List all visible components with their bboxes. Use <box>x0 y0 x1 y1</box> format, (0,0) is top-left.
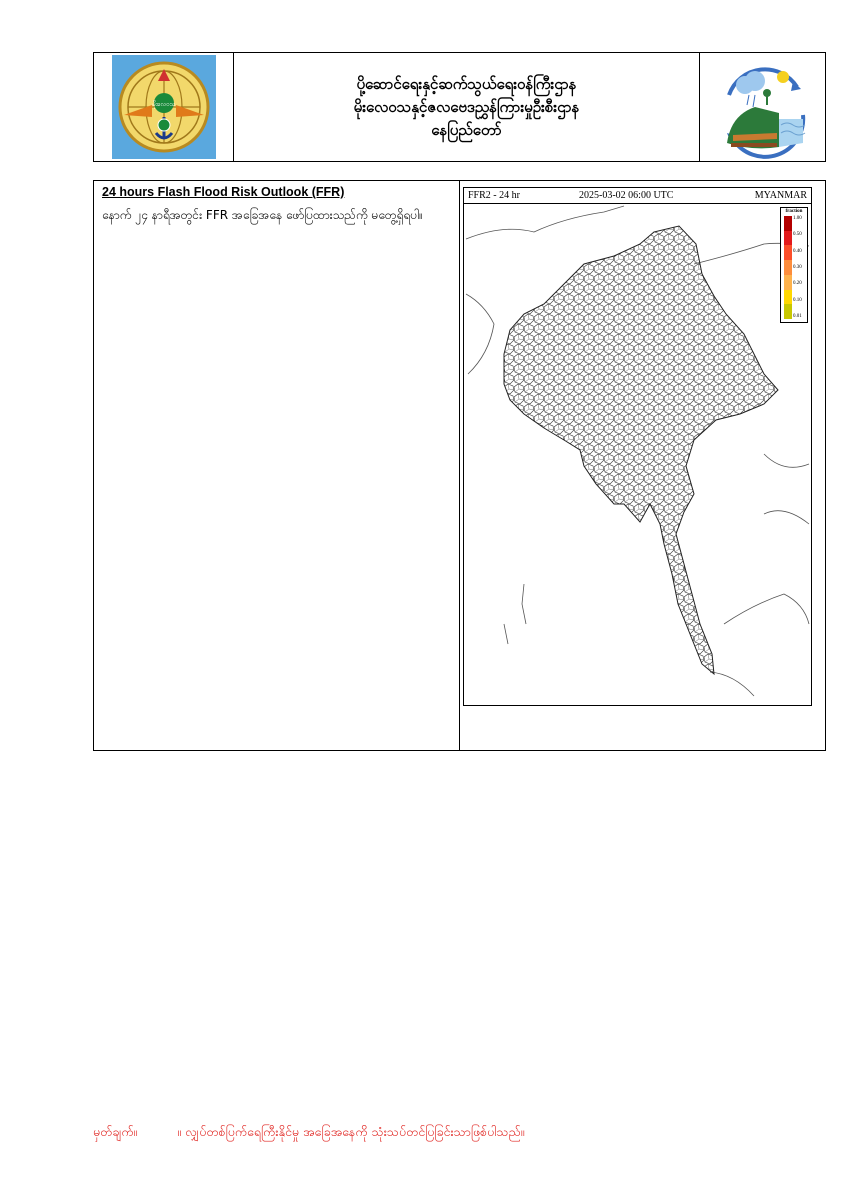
legend-tick: 0.30 <box>793 264 802 270</box>
outlook-text-cell <box>94 181 460 750</box>
city-name: နေပြည်တော် <box>431 121 502 139</box>
legend-swatch <box>784 231 792 246</box>
header-table <box>93 52 826 162</box>
legend-swatch <box>784 260 792 275</box>
header-title-cell <box>234 53 699 161</box>
legend-title: fraction <box>785 209 803 214</box>
section-title: 24 hours Flash Flood Risk Outlook (FFR) <box>102 185 345 199</box>
water-cycle-logo-icon <box>711 55 815 159</box>
legend-tick: 0.10 <box>793 297 802 303</box>
ministry-name: ပို့ဆောင်ရေးနှင့်ဆက်သွယ်ရေးဝန်ကြီးဌာန <box>356 75 577 93</box>
legend-swatch <box>784 275 792 290</box>
ffr-map <box>463 187 812 706</box>
legend-swatch <box>784 216 792 231</box>
map-legend <box>780 207 808 323</box>
legend-tick: 0.40 <box>793 248 802 254</box>
legend-swatch <box>784 245 792 260</box>
outlook-text: နောက် ၂၄ နာရီအတွင်း FFR အခြေအနေ ဖော်ပြထားသည်ကို မတွေ့ရှိရပါ။ <box>102 208 423 222</box>
content-table <box>93 180 826 751</box>
legend-colorbar <box>784 216 792 319</box>
footer-note <box>93 1124 524 1143</box>
map-cell <box>460 181 825 750</box>
map-header <box>464 188 811 204</box>
map-timestamp: 2025-03-02 06:00 UTC <box>579 190 674 201</box>
legend-tick: 1.00 <box>793 216 802 221</box>
legend-swatch <box>784 290 792 305</box>
legend-tick: 0.20 <box>793 281 802 287</box>
legend-tick: 0.50 <box>793 232 802 238</box>
legend-labels <box>793 216 802 319</box>
map-country-label: MYANMAR <box>754 190 807 201</box>
legend-tick: 0.01 <box>793 313 802 319</box>
legend-swatch <box>784 304 792 319</box>
department-name: မိုးလေဝသနှင့်ဇလဗေဒညွှန်ကြားမှုဦးစီးဌာန <box>353 98 580 116</box>
footer-label: မှတ်ချက်။ <box>93 1124 138 1139</box>
map-product-label: FFR2 - 24 hr <box>468 190 520 201</box>
emblem-text: မိုးလေဝသ <box>151 101 176 108</box>
footer-text: ။ လျှပ်တစ်ပြက်ရေကြီးနိုင်မှု အခြေအနေကို သုံးသပ်တင်ပြခြင်းသာဖြစ်ပါသည်။ <box>177 1124 525 1139</box>
header-right-cell <box>699 53 825 161</box>
myanmar-map-image <box>464 204 811 705</box>
ministry-emblem-icon <box>112 55 216 159</box>
header-left-cell <box>94 53 234 161</box>
